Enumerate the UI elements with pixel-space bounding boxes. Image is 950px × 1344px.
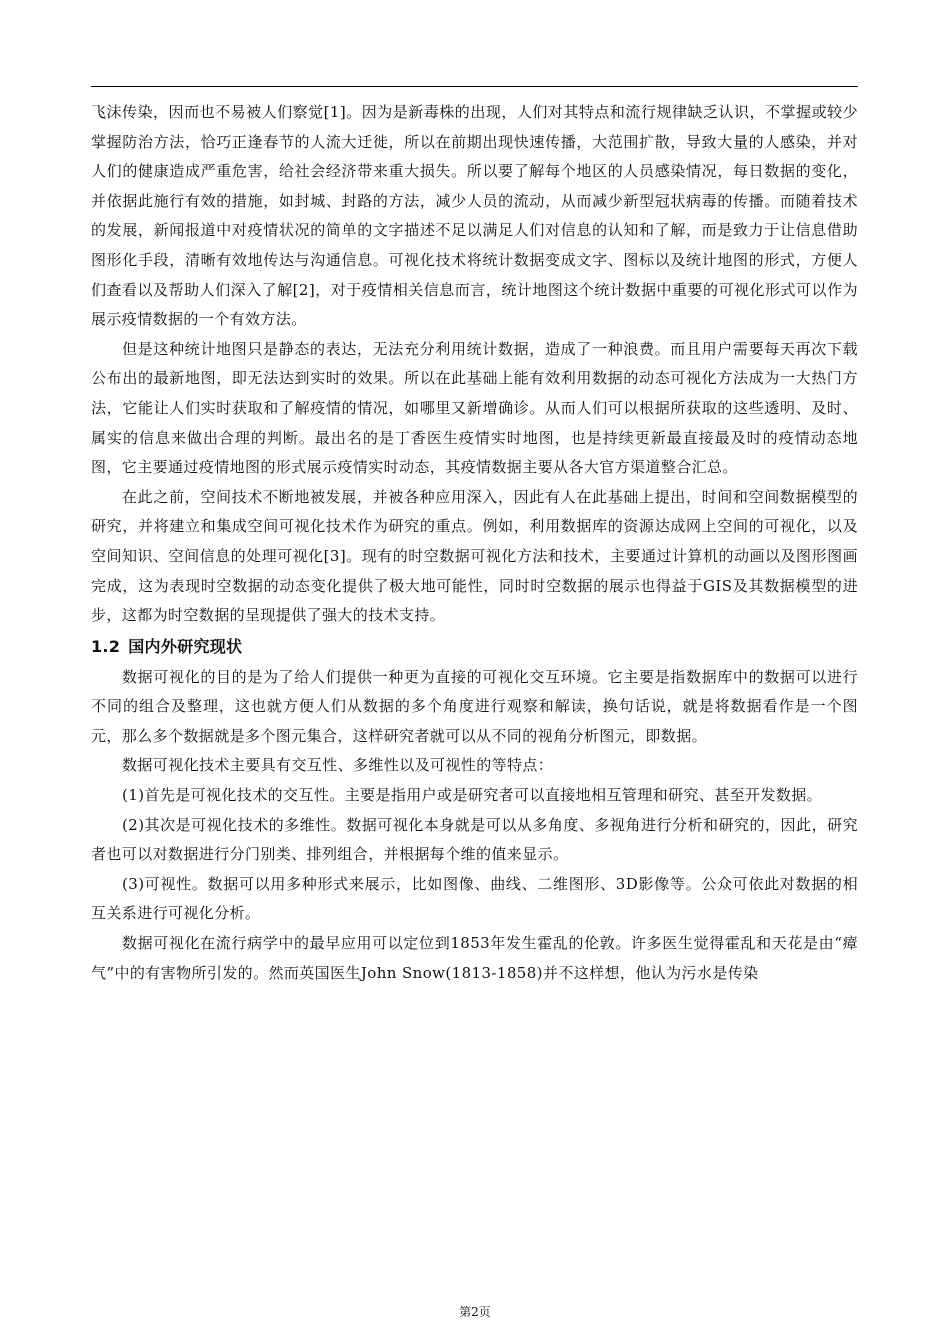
- paragraph: 但是这种统计地图只是静态的表达，无法充分利用统计数据，造成了一种浪费。而且用户需要每天再次下载公布出的最新地图，即无法达到实时的效果。所以在此基础上能有效利用数据的动态可视化方法成为一大热门方法，它能让人们实时获取和了解疫情的情况，如哪里又新增确诊。从而人们可以根据所获取的这些透明、及时、属实的信息来做出合理的判断。最出名的是丁香医生疫情实时地图，也是持续更新最直接最及时的疫情动态地图，它主要通过疫情地图的形式展示疫情实时动态，其疫情数据主要从各大官方渠道整合汇总。: [91, 339, 858, 477]
- page-body: [91, 98, 858, 988]
- list-item: (2)其次是可视化技术的多维性。数据可视化本身就是可以从多角度、多视角进行分析和研究的，因此，研究者也可以对数据进行分门别类、排列组合，并根据每个维的值来显示。: [91, 815, 858, 864]
- section-title: 国内外研究现状: [128, 636, 243, 656]
- list-item: (3)可视性。数据可以用多种形式来展示，比如图像、曲线、二维图形、3D影像等。公众可依此对数据的相互关系进行可视化分析。: [91, 874, 858, 923]
- list-item: (1)首先是可视化技术的交互性。主要是指用户或是研究者可以直接地相互管理和研究、甚至开发数据。: [122, 786, 823, 805]
- header-rule: [91, 86, 858, 87]
- paragraph: 数据可视化技术主要具有交互性、多维性以及可视性的等特点：: [122, 756, 554, 775]
- paragraph: 飞沫传染，因而也不易被人们察觉[1]。因为是新毒株的出现，人们对其特点和流行规律缺乏认识，不掌握或较少掌握防治方法，恰巧正逢春节的人流大迁徙，所以在前期出现快速传播，大范围扩散，导致大量的人感染，并对人们的健康造成严重危害，给社会经济带来重大损失。所以要了解每个地区的人员感染情况，每日数据的变化，并依据此施行有效的措施，如封城、封路的方法，减少人员的流动，从而减少新型冠状病毒的传播。而随着技术的发展，新闻报道中对疫情状况的简单的文字描述不足以满足人们对信息的认知和了解，而是致力于让信息借助图形化手段，清晰有效地传达与沟通信息。可视化技术将统计数据变成文字、图标以及统计地图的形式，方便人们查看以及帮助人们深入了解[2]，对于疫情相关信息而言，统计地图这个统计数据中重要的可视化形式可以作为展示疫情数据的一个有效方法。: [91, 103, 858, 329]
- paragraph: 数据可视化的目的是为了给人们提供一种更为直接的可视化交互环境。它主要是指数据库中的数据可以进行不同的组合及整理，这也就方便人们从数据的多个角度进行观察和解读，换句话说，就是将数据看作是一个图元，那么多个数据就是多个图元集合，这样研究者就可以从不同的视角分析图元，即数据。: [91, 667, 858, 745]
- paragraph: 数据可视化在流行病学中的最早应用可以定位到1853年发生霍乱的伦敦。许多医生觉得霍乱和天花是由“瘴气”中的有害物所引发的。然而英国医生John Snow(1813-1858)并不这样想，他认为污水是传染: [91, 934, 858, 982]
- section-heading: [91, 633, 858, 661]
- section-number: 1.2: [91, 636, 121, 656]
- page-number: 第2页: [459, 1305, 491, 1319]
- paragraph: 在此之前，空间技术不断地被发展，并被各种应用深入，因此有人在此基础上提出，时间和空间数据模型的研究，并将建立和集成空间可视化技术作为研究的重点。例如，利用数据库的资源达成网上空间的可视化，以及空间知识、空间信息的处理可视化[3]。现有的时空数据可视化方法和技术，主要通过计算机的动画以及图形图画完成，这为表现时空数据的动态变化提供了极大地可能性，同时时空数据的展示也得益于GIS及其数据模型的进步，这都为时空数据的呈现提供了强大的技术支持。: [91, 487, 858, 625]
